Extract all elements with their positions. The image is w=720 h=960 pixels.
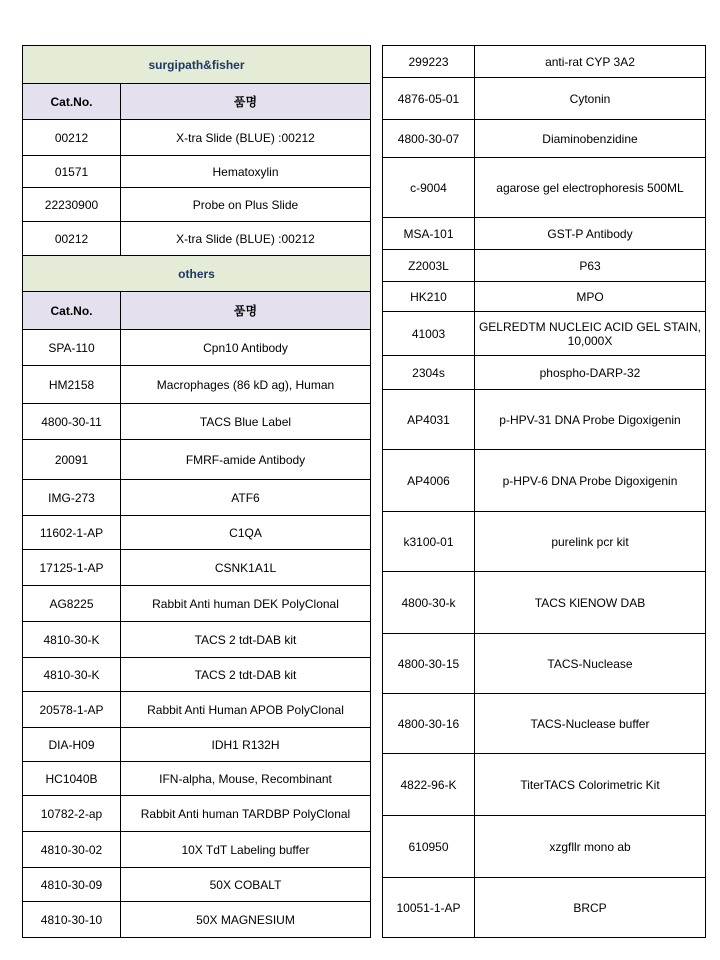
product-name-cell: Diaminobenzidine <box>475 120 706 158</box>
product-name-header: 품명 <box>121 84 371 120</box>
product-name-cell: anti-rat CYP 3A2 <box>475 46 706 78</box>
cat-no-cell: 4810-30-09 <box>23 868 121 902</box>
cat-no-cell: AP4006 <box>383 450 475 512</box>
product-name-cell: Cpn10 Antibody <box>121 330 371 366</box>
product-name-cell: CSNK1A1L <box>121 550 371 586</box>
cat-no-cell: IMG-273 <box>23 480 121 516</box>
cat-no-cell: Z2003L <box>383 250 475 282</box>
cat-no-cell: 4800-30-16 <box>383 694 475 754</box>
table-row <box>383 512 706 572</box>
table-row <box>383 878 706 938</box>
product-name-cell: GELREDTM NUCLEIC ACID GEL STAIN, 10,000X <box>475 312 706 356</box>
product-name-cell: BRCP <box>475 878 706 938</box>
table-row <box>23 832 371 868</box>
table-row <box>23 120 371 156</box>
table-row <box>23 868 371 902</box>
cat-no-cell: SPA-110 <box>23 330 121 366</box>
cat-no-cell: 41003 <box>383 312 475 356</box>
product-name-cell: X-tra Slide (BLUE) :00212 <box>121 120 371 156</box>
product-name-cell: 10X TdT Labeling buffer <box>121 832 371 868</box>
right-catalog-table <box>382 45 706 938</box>
cat-no-cell: 4810-30-10 <box>23 902 121 938</box>
product-name-cell: P63 <box>475 250 706 282</box>
table-row <box>23 692 371 728</box>
cat-no-cell: 4810-30-K <box>23 622 121 658</box>
table-row <box>383 158 706 218</box>
cat-no-cell: 4800-30-15 <box>383 634 475 694</box>
product-name-cell: p-HPV-6 DNA Probe Digoxigenin <box>475 450 706 512</box>
table-row <box>383 634 706 694</box>
product-name-cell: Cytonin <box>475 78 706 120</box>
product-name-cell: purelink pcr kit <box>475 512 706 572</box>
product-name-cell: xzgfllr mono ab <box>475 816 706 878</box>
product-name-cell: TiterTACS Colorimetric Kit <box>475 754 706 816</box>
table-row <box>383 572 706 634</box>
cat-no-cell: DIA-H09 <box>23 728 121 762</box>
cat-no-cell: 10782-2-ap <box>23 796 121 832</box>
table-row <box>23 440 371 480</box>
product-name-cell: TACS-Nuclease <box>475 634 706 694</box>
cat-no-cell: 299223 <box>383 46 475 78</box>
cat-no-cell: 20091 <box>23 440 121 480</box>
table-row <box>23 796 371 832</box>
product-name-cell: TACS KlENOW DAB <box>475 572 706 634</box>
product-name-cell: X-tra Slide (BLUE) :00212 <box>121 222 371 256</box>
cat-no-cell: 4810-30-K <box>23 658 121 692</box>
cat-no-cell: 00212 <box>23 120 121 156</box>
cat-no-cell: c-9004 <box>383 158 475 218</box>
table-row <box>23 550 371 586</box>
cat-no-cell: 22230900 <box>23 188 121 222</box>
cat-no-cell: AG8225 <box>23 586 121 622</box>
table-row <box>383 120 706 158</box>
cat-no-cell: HM2158 <box>23 366 121 404</box>
cat-no-cell: 4822-96-K <box>383 754 475 816</box>
product-name-cell: 50X MAGNESIUM <box>121 902 371 938</box>
table-row <box>383 282 706 312</box>
cat-no-cell: 10051-1-AP <box>383 878 475 938</box>
product-name-cell: ATF6 <box>121 480 371 516</box>
section-title: others <box>23 256 371 292</box>
table-row <box>23 516 371 550</box>
column-header-row <box>23 292 371 330</box>
table-row <box>383 450 706 512</box>
product-name-cell: 50X COBALT <box>121 868 371 902</box>
table-row <box>23 622 371 658</box>
cat-no-cell: 4810-30-02 <box>23 832 121 868</box>
table-row <box>383 78 706 120</box>
product-name-cell: GST-P Antibody <box>475 218 706 250</box>
table-row <box>383 754 706 816</box>
section-title: surgipath&fisher <box>23 46 371 84</box>
table-row <box>23 480 371 516</box>
cat-no-cell: 20578-1-AP <box>23 692 121 728</box>
section-title-row <box>23 46 371 84</box>
cat-no-cell: 4876-05-01 <box>383 78 475 120</box>
product-name-cell: agarose gel electrophoresis 500ML <box>475 158 706 218</box>
cat-no-cell: 610950 <box>383 816 475 878</box>
table-row <box>23 902 371 938</box>
cat-no-cell: 01571 <box>23 156 121 188</box>
product-name-cell: Hematoxylin <box>121 156 371 188</box>
table-row <box>383 816 706 878</box>
product-name-cell: TACS-Nuclease buffer <box>475 694 706 754</box>
cat-no-cell: AP4031 <box>383 390 475 450</box>
table-row <box>383 312 706 356</box>
cat-no-cell: 4800-30-07 <box>383 120 475 158</box>
cat-no-cell: 17125-1-AP <box>23 550 121 586</box>
column-header-row <box>23 84 371 120</box>
table-row <box>23 762 371 796</box>
product-name-cell: p-HPV-31 DNA Probe Digoxigenin <box>475 390 706 450</box>
product-name-cell: Rabbit Anti Human APOB PolyClonal <box>121 692 371 728</box>
product-name-cell: MPO <box>475 282 706 312</box>
product-name-cell: TACS Blue Label <box>121 404 371 440</box>
table-row <box>383 694 706 754</box>
cat-no-cell: 11602-1-AP <box>23 516 121 550</box>
product-name-cell: TACS 2 tdt-DAB kit <box>121 622 371 658</box>
product-name-cell: Probe on Plus Slide <box>121 188 371 222</box>
cat-no-header: Cat.No. <box>23 84 121 120</box>
product-name-cell: TACS 2 tdt-DAB kit <box>121 658 371 692</box>
table-row <box>383 250 706 282</box>
table-row <box>23 222 371 256</box>
table-row <box>383 46 706 78</box>
table-row <box>23 404 371 440</box>
cat-no-header: Cat.No. <box>23 292 121 330</box>
table-row <box>23 330 371 366</box>
product-name-cell: Rabbit Anti human DEK PolyClonal <box>121 586 371 622</box>
product-name-cell: Rabbit Anti human TARDBP PolyClonal <box>121 796 371 832</box>
cat-no-cell: HK210 <box>383 282 475 312</box>
left-catalog-table <box>22 45 371 938</box>
product-name-header: 품명 <box>121 292 371 330</box>
table-row <box>23 586 371 622</box>
product-name-cell: phospho-DARP-32 <box>475 356 706 390</box>
table-row <box>23 658 371 692</box>
product-name-cell: FMRF-amide Antibody <box>121 440 371 480</box>
cat-no-cell: k3100-01 <box>383 512 475 572</box>
table-row <box>23 728 371 762</box>
table-row <box>383 356 706 390</box>
cat-no-cell: MSA-101 <box>383 218 475 250</box>
cat-no-cell: 2304s <box>383 356 475 390</box>
table-row <box>23 156 371 188</box>
product-name-cell: IDH1 R132H <box>121 728 371 762</box>
cat-no-cell: 00212 <box>23 222 121 256</box>
cat-no-cell: HC1040B <box>23 762 121 796</box>
table-row <box>383 218 706 250</box>
table-row <box>23 366 371 404</box>
product-name-cell: Macrophages (86 kD ag), Human <box>121 366 371 404</box>
table-row <box>23 188 371 222</box>
table-row <box>383 390 706 450</box>
product-name-cell: C1QA <box>121 516 371 550</box>
cat-no-cell: 4800-30-k <box>383 572 475 634</box>
product-name-cell: IFN-alpha, Mouse, Recombinant <box>121 762 371 796</box>
cat-no-cell: 4800-30-11 <box>23 404 121 440</box>
section-title-row <box>23 256 371 292</box>
